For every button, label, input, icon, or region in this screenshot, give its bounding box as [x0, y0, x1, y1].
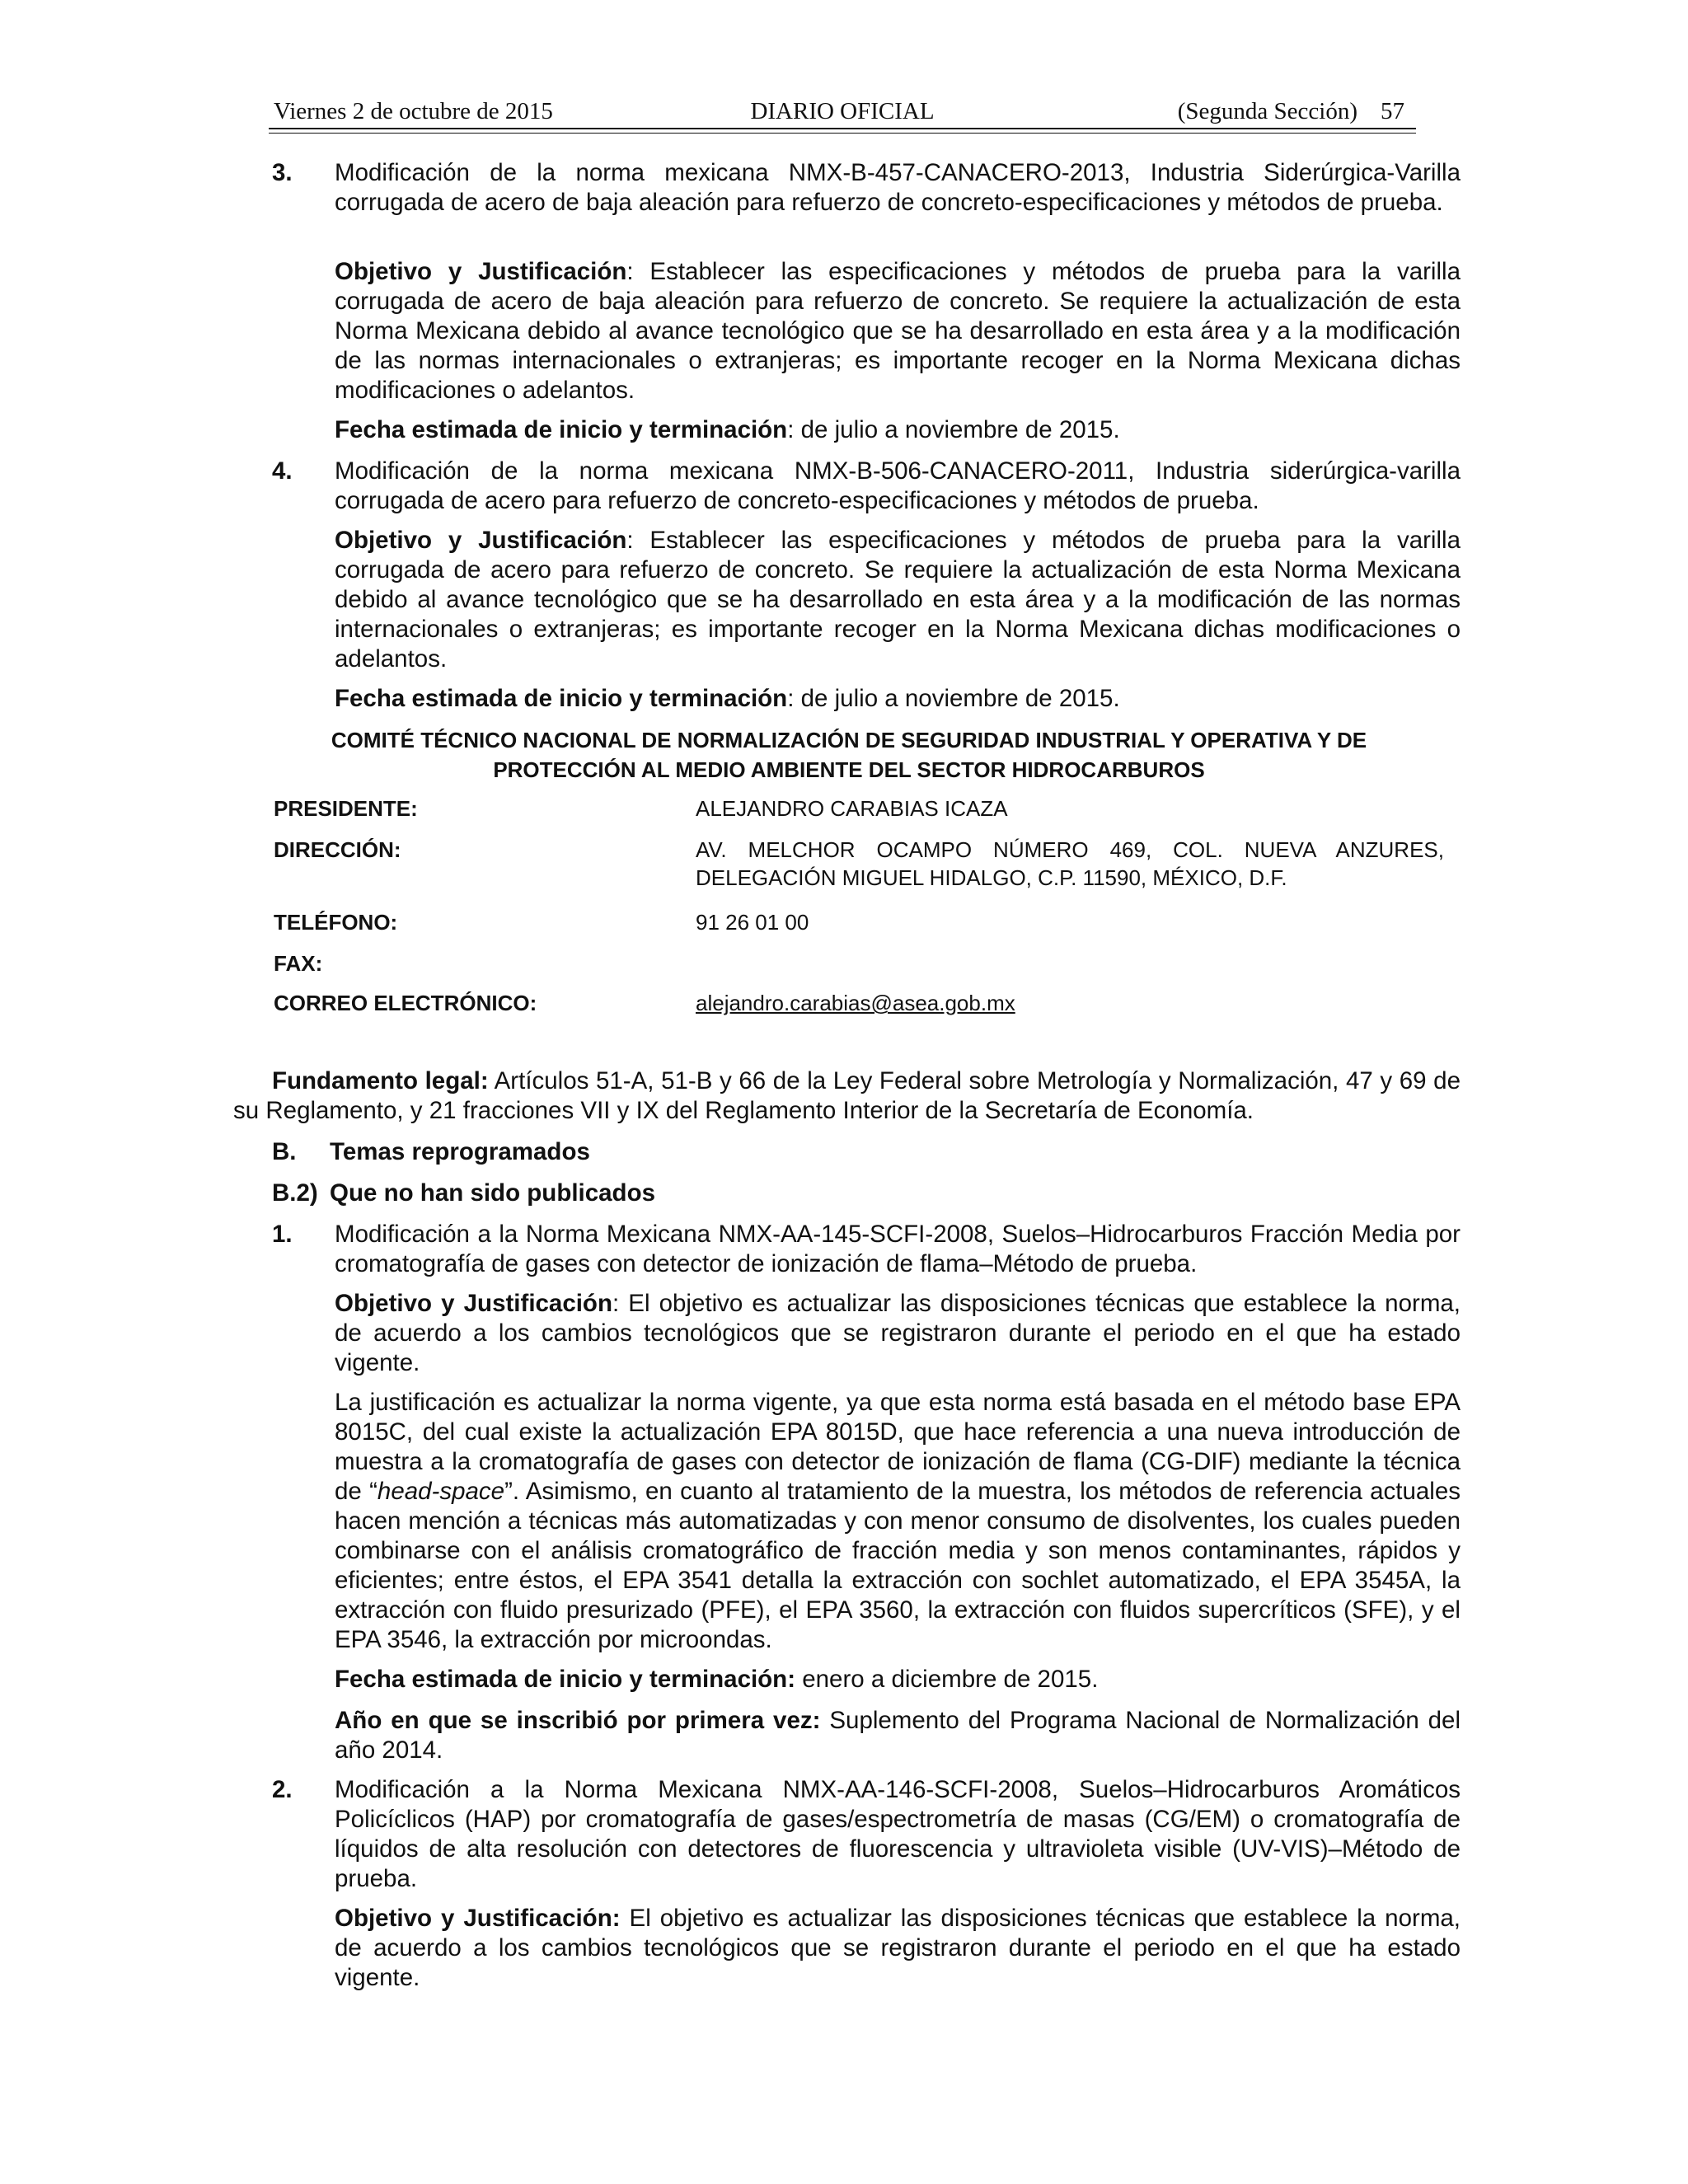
- fax-label: FAX:: [274, 951, 323, 976]
- section-b-label: B.: [272, 1138, 297, 1165]
- item-number: 2.: [272, 1776, 293, 1803]
- legal-label: Fundamento legal:: [272, 1067, 489, 1094]
- address-value: AV. MELCHOR OCAMPO NÚMERO 469, COL. NUEVA ANZURES, DELEGACIÓN MIGUEL HIDALGO, C.P. 11590, MÉXICO, D.F.: [696, 837, 1444, 890]
- year-text: Suplemento del Programa Nacional de Normalización del año 2014.: [335, 1707, 1461, 1764]
- section-b-heading: [272, 1137, 1426, 1167]
- item-number: 3.: [272, 159, 293, 186]
- email-link[interactable]: alejandro.carabias@asea.gob.mx: [696, 991, 1015, 1015]
- item-first-year: [335, 1706, 1461, 1765]
- list-item: [272, 1775, 1461, 1894]
- year-label: Año en que se inscribió por primera vez:: [335, 1707, 821, 1734]
- list-item: [272, 457, 1461, 516]
- address-label: DIRECCIÓN:: [274, 837, 401, 862]
- date-label: Fecha estimada de inicio y terminación: [335, 685, 788, 712]
- objective-text: : Establecer las especificaciones y métodos de prueba para la varilla corrugada de acero para refuerzo de concreto. Se requiere la actualización de esta Norma Mexicana debido al avance tecnológico que se ha desarrollado en esta área y a la modificación de las normas internacionales o extranjeras; es importante recoger en la Norma Mexicana dichas modificaciones o adelantos.: [335, 527, 1461, 673]
- item-objective: [335, 1289, 1461, 1378]
- email-label: CORREO ELECTRÓNICO:: [274, 991, 537, 1015]
- objective-label: Objetivo y Justificación:: [335, 1905, 621, 1932]
- phone-value: 91 26 01 00: [696, 910, 809, 935]
- item-objective: [335, 1904, 1461, 1993]
- list-item: [272, 1220, 1461, 1279]
- section-b2-title: Que no han sido publicados: [330, 1179, 655, 1207]
- item-text: Modificación de la norma mexicana NMX-B-457-CANACERO-2013, Industria Siderúrgica-Varilla corrugada de acero de baja aleación para refuerzo de concreto-especificaciones y métodos de prueba.: [335, 159, 1461, 216]
- header-section-page: [1178, 98, 1404, 125]
- date-text: : de julio a noviembre de 2015.: [787, 685, 1120, 712]
- objective-text: El objetivo es actualizar las disposiciones técnicas que establece la norma, de acuerdo a los cambios tecnológicos que se registraron durante el periodo en el que ha estado vigente.: [335, 1905, 1461, 1991]
- president-value: ALEJANDRO CARABIAS ICAZA: [696, 796, 1008, 821]
- legal-foundation: [233, 1066, 1461, 1126]
- objective-text: : Establecer las especificaciones y métodos de prueba para la varilla corrugada de acero de baja aleación para refuerzo de concreto. Se requiere la actualización de esta Norma Mexicana debido al avance tecnológico que se ha desarrollado en esta área y a la modificación de las normas internacionales o extranjeras; es importante recoger en la Norma Mexicana dichas modificaciones o adelantos.: [335, 258, 1461, 404]
- date-label: Fecha estimada de inicio y terminación:: [335, 1666, 796, 1693]
- objective-label: Objetivo y Justificación: [335, 258, 627, 285]
- header-rule-thin: [269, 133, 1416, 134]
- objective-text: : El objetivo es actualizar las disposiciones técnicas que establece la norma, de acuerdo a los cambios tecnológicos que se registraron durante el periodo en el que ha estado vigente.: [335, 1290, 1461, 1376]
- section-b2-label: B.2): [272, 1179, 318, 1207]
- president-label: PRESIDENTE:: [274, 796, 418, 821]
- header-page-number: 57: [1381, 98, 1404, 124]
- item-number: 4.: [272, 457, 293, 485]
- item-date: [335, 1665, 1461, 1694]
- item-objective: [335, 257, 1461, 405]
- header-rule-thick: [269, 128, 1416, 129]
- item-objective: [335, 526, 1461, 674]
- objective-label: Objetivo y Justificación: [335, 1290, 612, 1317]
- item-number: 1.: [272, 1221, 293, 1248]
- legal-text: Artículos 51-A, 51-B y 66 de la Ley Federal sobre Metrología y Normalización, 47 y 69 de su Reglamento, y 21 fracciones VII y IX del Reglamento Interior de la Secretaría de Economía.: [233, 1067, 1461, 1124]
- item-justification: [335, 1388, 1461, 1655]
- justification-text-1: La justificación es actualizar la norma vigente, ya que esta norma está basada en el método base EPA 8015C, del cual existe la actualización EPA 8015D, que hace referencia a una nueva introducción de muestra a la cromatografía de gases con detector de ionización de flama (CG-DIF) mediante la técnica de “: [335, 1389, 1461, 1505]
- justification-text-2: ”. Asimismo, en cuanto al tratamiento de la muestra, los métodos de referencia actuales hacen mención a técnicas más automatizadas y con menor consumo de disolventes, los cuales pueden combinarse con el análisis cromatográfico de fracción media y son menos contaminantes, rápidos y eficientes; entre éstos, el EPA 3541 detalla la extracción con sochlet automatizado, el EPA 3545A, la extracción con fluido presurizado (PFE), el EPA 3560, la extracción con fluidos supercríticos (SFE), y el EPA 3546, la extracción por microondas.: [335, 1478, 1461, 1653]
- justification-italic: head-space: [377, 1478, 505, 1505]
- date-label: Fecha estimada de inicio y terminación: [335, 416, 788, 443]
- objective-label: Objetivo y Justificación: [335, 527, 627, 554]
- phone-label: TELÉFONO:: [274, 910, 398, 935]
- committee-heading-line1: COMITÉ TÉCNICO NACIONAL DE NORMALIZACIÓN DE SEGURIDAD INDUSTRIAL Y OPERATIVA Y DE: [331, 728, 1367, 752]
- date-text: enero a diciembre de 2015.: [795, 1666, 1099, 1693]
- header-section: (Segunda Sección): [1177, 98, 1357, 124]
- date-text: : de julio a noviembre de 2015.: [787, 416, 1120, 443]
- item-text: Modificación de la norma mexicana NMX-B-506-CANACERO-2011, Industria siderúrgica-varilla corrugada de acero para refuerzo de concreto-especificaciones y métodos de prueba.: [335, 457, 1461, 514]
- header-title: DIARIO OFICIAL: [750, 98, 935, 124]
- item-text: Modificación a la Norma Mexicana NMX-AA-145-SCFI-2008, Suelos–Hidrocarburos Fracción Media por cromatografía de gases con detector de ionización de flama–Método de prueba.: [335, 1221, 1461, 1277]
- section-b2-heading: [272, 1179, 1426, 1208]
- item-date: [335, 415, 1461, 445]
- item-date: [335, 684, 1461, 714]
- list-item: [272, 158, 1461, 218]
- committee-heading-line2: PROTECCIÓN AL MEDIO AMBIENTE DEL SECTOR HIDROCARBUROS: [493, 757, 1205, 782]
- item-text: Modificación a la Norma Mexicana NMX-AA-146-SCFI-2008, Suelos–Hidrocarburos Aromáticos Policíclicos (HAP) por cromatografía de gases/espectrometría de masas (CG/EM) o cromatografía de líquidos de alta resolución con detectores de fluorescencia y ultravioleta visible (UV-VIS)–Método de prueba.: [335, 1776, 1461, 1892]
- section-b-title: Temas reprogramados: [330, 1138, 590, 1165]
- header-date: Viernes 2 de octubre de 2015: [274, 98, 553, 124]
- committee-heading: [272, 725, 1426, 785]
